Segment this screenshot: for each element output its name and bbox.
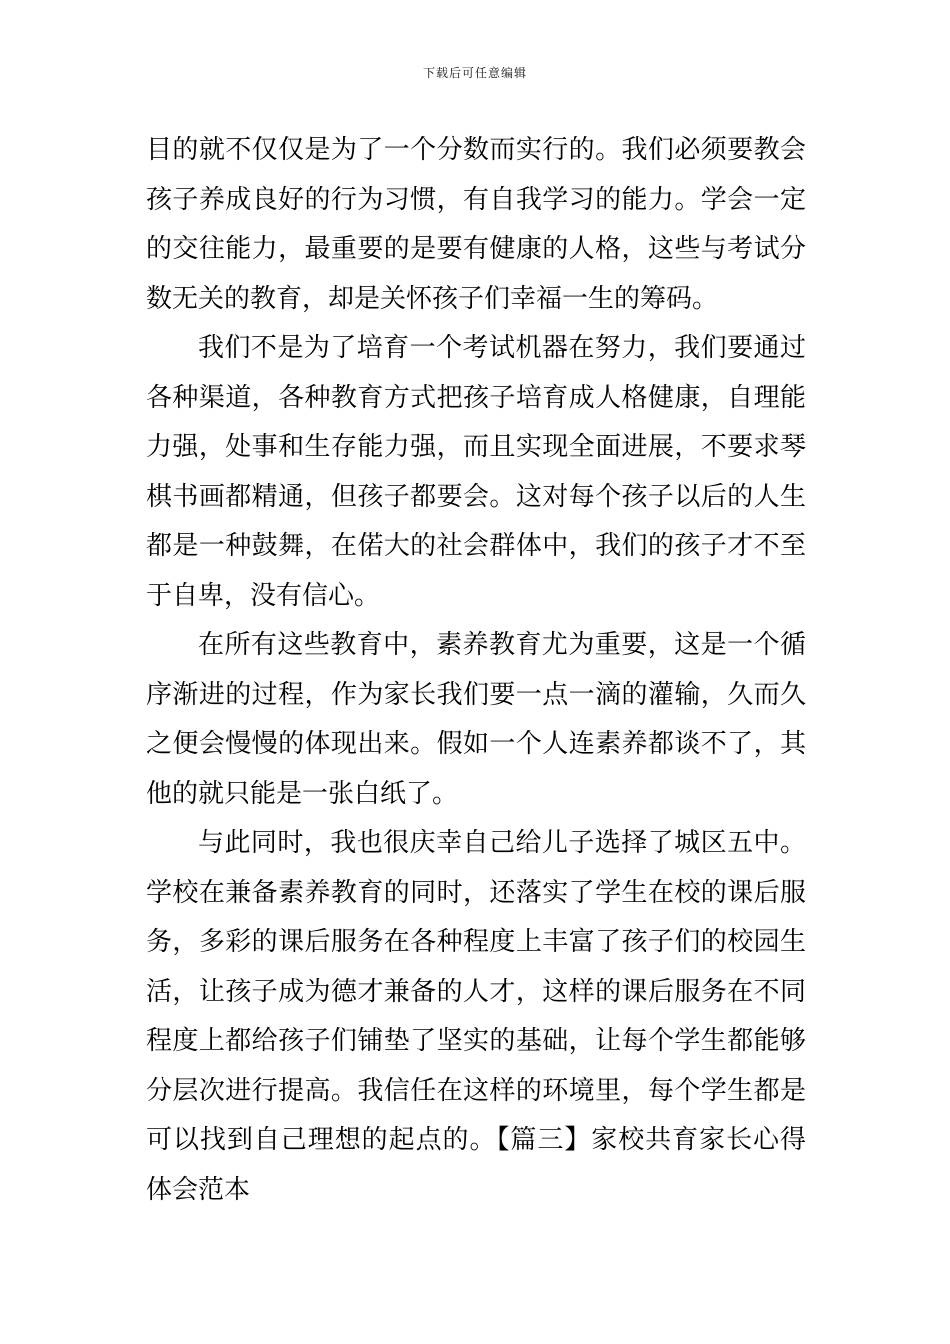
paragraph-4: 与此同时，我也很庆幸自己给儿子选择了城区五中。学校在兼备素养教育的同时，还落实了学生在校的课后服务，多彩的课后服务在各种程度上丰富了孩子们的校园生活，让孩子成为德才兼备的人才，这样的课后服务在不同程度上都给孩子们铺垫了坚实的基础，让每个学生都能够分层次进行提高。我信任在这样的环境里，每个学生都是可以找到自己理想的起点的。【篇三】家校共育家长心得体会范本 bbox=[146, 828, 806, 1205]
paragraph-1: 目的就不仅仅是为了一个分数而实行的。我们必须要教会孩子养成良好的行为习惯，有自我学习的能力。学会一定的交往能力，最重要的是要有健康的人格，这些与考试分数无关的教育，却是关怀孩子们幸福一生的筹码。 bbox=[146, 135, 806, 314]
page-header: 下载后可任意编辑 bbox=[422, 66, 527, 80]
document-body bbox=[146, 126, 806, 1215]
paragraph-3: 在所有这些教育中，素养教育尤为重要，这是一个循序渐进的过程，作为家长我们要一点一滴的灌输，久而久之便会慢慢的体现出来。假如一个人连素养都谈不了，其他的就只能是一张白纸了。 bbox=[146, 630, 806, 809]
paragraph-2: 我们不是为了培育一个考试机器在努力，我们要通过各种渠道，各种教育方式把孩子培育成人格健康，自理能力强，处事和生存能力强，而且实现全面进展，不要求琴棋书画都精通，但孩子都要会。这对每个孩子以后的人生都是一种鼓舞，在偌大的社会群体中，我们的孩子才不至于自卑，没有信心。 bbox=[146, 333, 806, 611]
